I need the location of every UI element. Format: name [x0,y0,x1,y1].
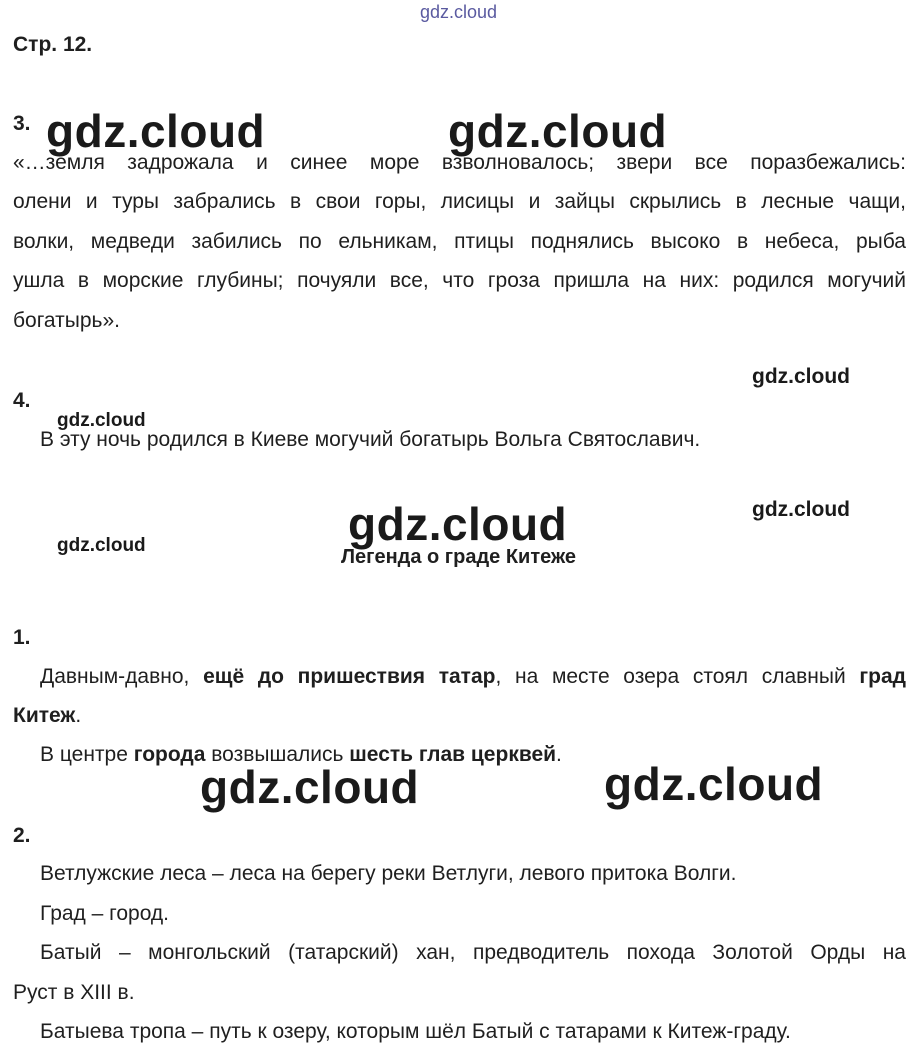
q1-line-3: В центре города возвышались шесть глав церквей. [40,743,562,766]
q1-line-1: Давным-давно, ещё до пришествия татар, на месте озера стоял славный град [40,665,907,688]
question-1-number: 1. [13,626,31,649]
watermark: gdz.cloud [752,498,850,521]
quote-line-5: богатырь». [13,309,120,332]
watermark-top: gdz.cloud [419,2,498,22]
q2-line-5: Батыева тропа – путь к озеру, которым шёл Батый с татарами к Китеж-граду. [40,1020,791,1043]
section-4-text: В эту ночь родился в Киеве могучий богатырь Вольга Святославич. [40,428,701,451]
q2-line-1: Ветлужские леса – леса на берегу реки Ветлуги, левого притока Волги. [40,862,737,885]
question-2-number: 2. [13,824,31,847]
watermark: gdz.cloud [448,105,668,157]
quote-line-1: «…земля задрожала и синее море взволновалось; звери все поразбежались: [13,151,906,174]
q1-line-2: Китеж. [13,704,82,727]
q2-line-2: Град – город. [40,902,170,925]
section-3-number: 3. [13,112,31,135]
watermark: gdz.cloud [57,535,146,556]
watermark: gdz.cloud [46,105,266,157]
watermark: gdz.cloud [604,758,824,810]
q2-line-4: Руст в XIII в. [13,981,135,1004]
watermark: gdz.cloud [200,761,420,813]
quote-line-2: олени и туры забрались в свои горы, лисицы и зайцы скрылись в лесные чащи, [13,190,906,213]
page-header: Стр. 12. [13,33,93,56]
q2-line-3: Батый – монгольский (татарский) хан, предводитель похода Золотой Орды на [40,941,906,964]
quote-line-4: ушла в морские глубины; почуяли все, что гроза пришла на них: родился могучий [13,269,906,292]
watermark: gdz.cloud [57,410,146,431]
watermark: gdz.cloud [348,498,568,550]
legend-title: Легенда о граде Китеже [340,546,577,568]
section-4-number: 4. [13,389,31,412]
quote-line-3: волки, медведи забились по ельникам, птицы поднялись высоко в небеса, рыба [13,230,906,253]
watermark: gdz.cloud [752,365,850,388]
